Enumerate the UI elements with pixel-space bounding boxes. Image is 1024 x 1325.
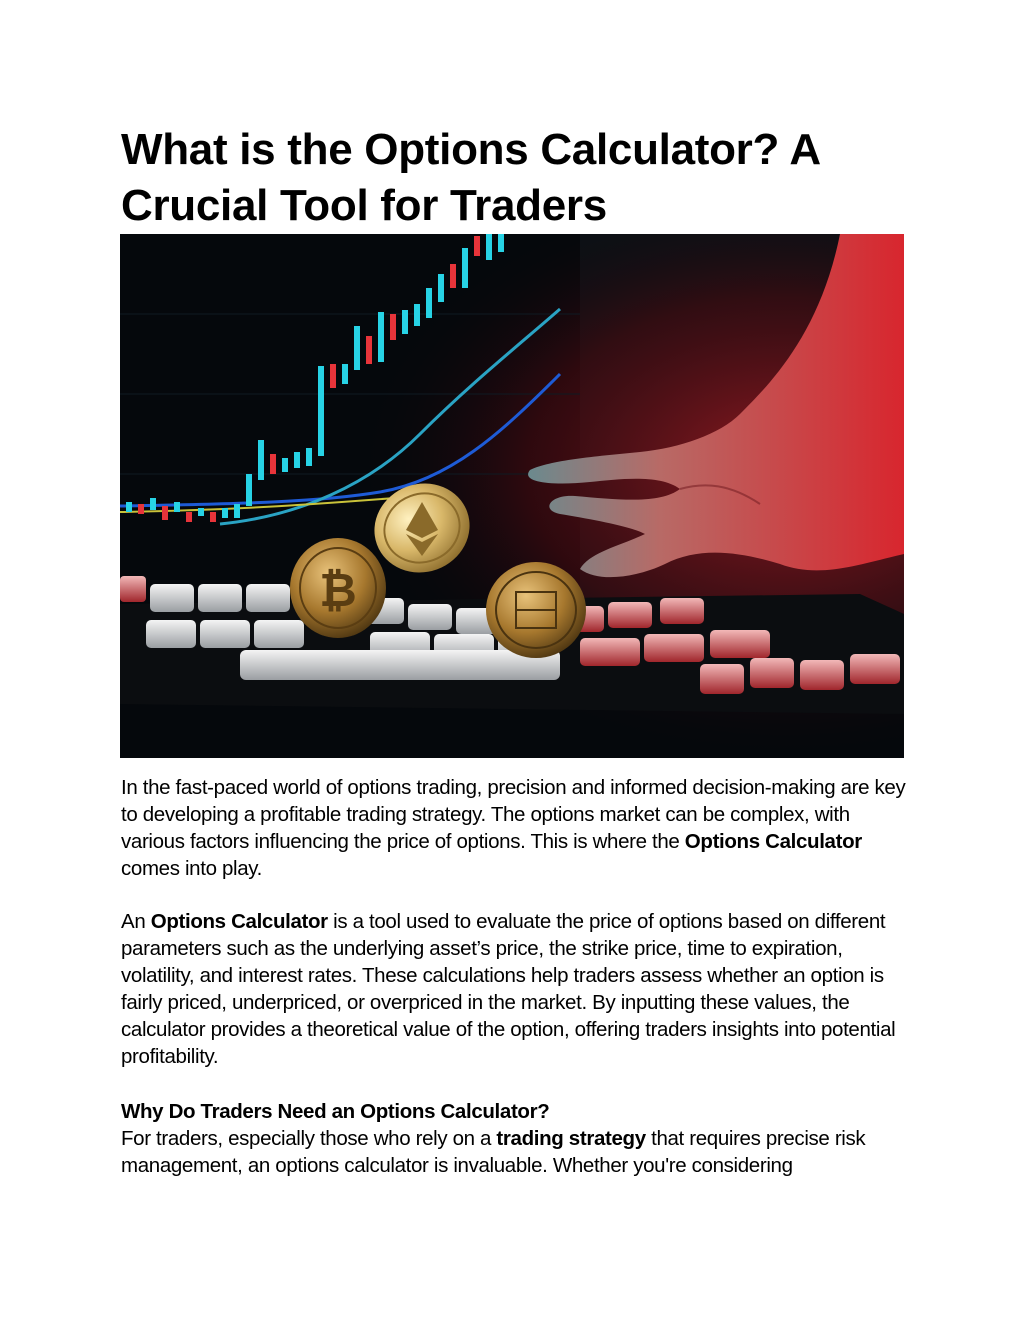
hero-image [120, 234, 904, 758]
definition-bold-term: Options Calculator [150, 910, 328, 933]
article-title: What is the Options Calculator? A Crucial Tool for Traders [121, 125, 820, 230]
section-bold-term: trading strategy [496, 1127, 646, 1150]
svg-text:₿: ₿ [319, 564, 357, 616]
definition-text-start: An [121, 910, 151, 933]
definition-text: is a tool used to evaluate the price of options based on different parameters such as the underlying asset’s price, the strike price, time to expiration, volatility, and interest rates. These calculations help traders assess whether an option is fairly priced, underpriced, or overpriced in the market. By inputting these values, the calculator provides a theoretical value of the option, offering traders insights into potential profitability. [121, 910, 896, 1068]
intro-bold-term: Options Calculator [684, 830, 862, 853]
section-heading: Why Do Traders Need an Options Calculator? [121, 1100, 550, 1123]
definition-paragraph [121, 908, 911, 1070]
intro-text-end: comes into play. [121, 857, 263, 880]
section-text-start: For traders, especially those who rely on a [121, 1127, 497, 1150]
intro-paragraph [121, 774, 911, 882]
section-paragraph [121, 1125, 911, 1179]
hero-photo-crypto-coins-chart-icon [120, 234, 904, 758]
section-text-end: that requires precise risk management, an options calculator is invaluable. Whether you're considering [121, 1127, 866, 1177]
intro-text: In the fast-paced world of options trading, precision and informed decision-making are key to developing a profitable trading strategy. The options market can be complex, with various factors influencing the price of options. This is where the [121, 776, 906, 853]
